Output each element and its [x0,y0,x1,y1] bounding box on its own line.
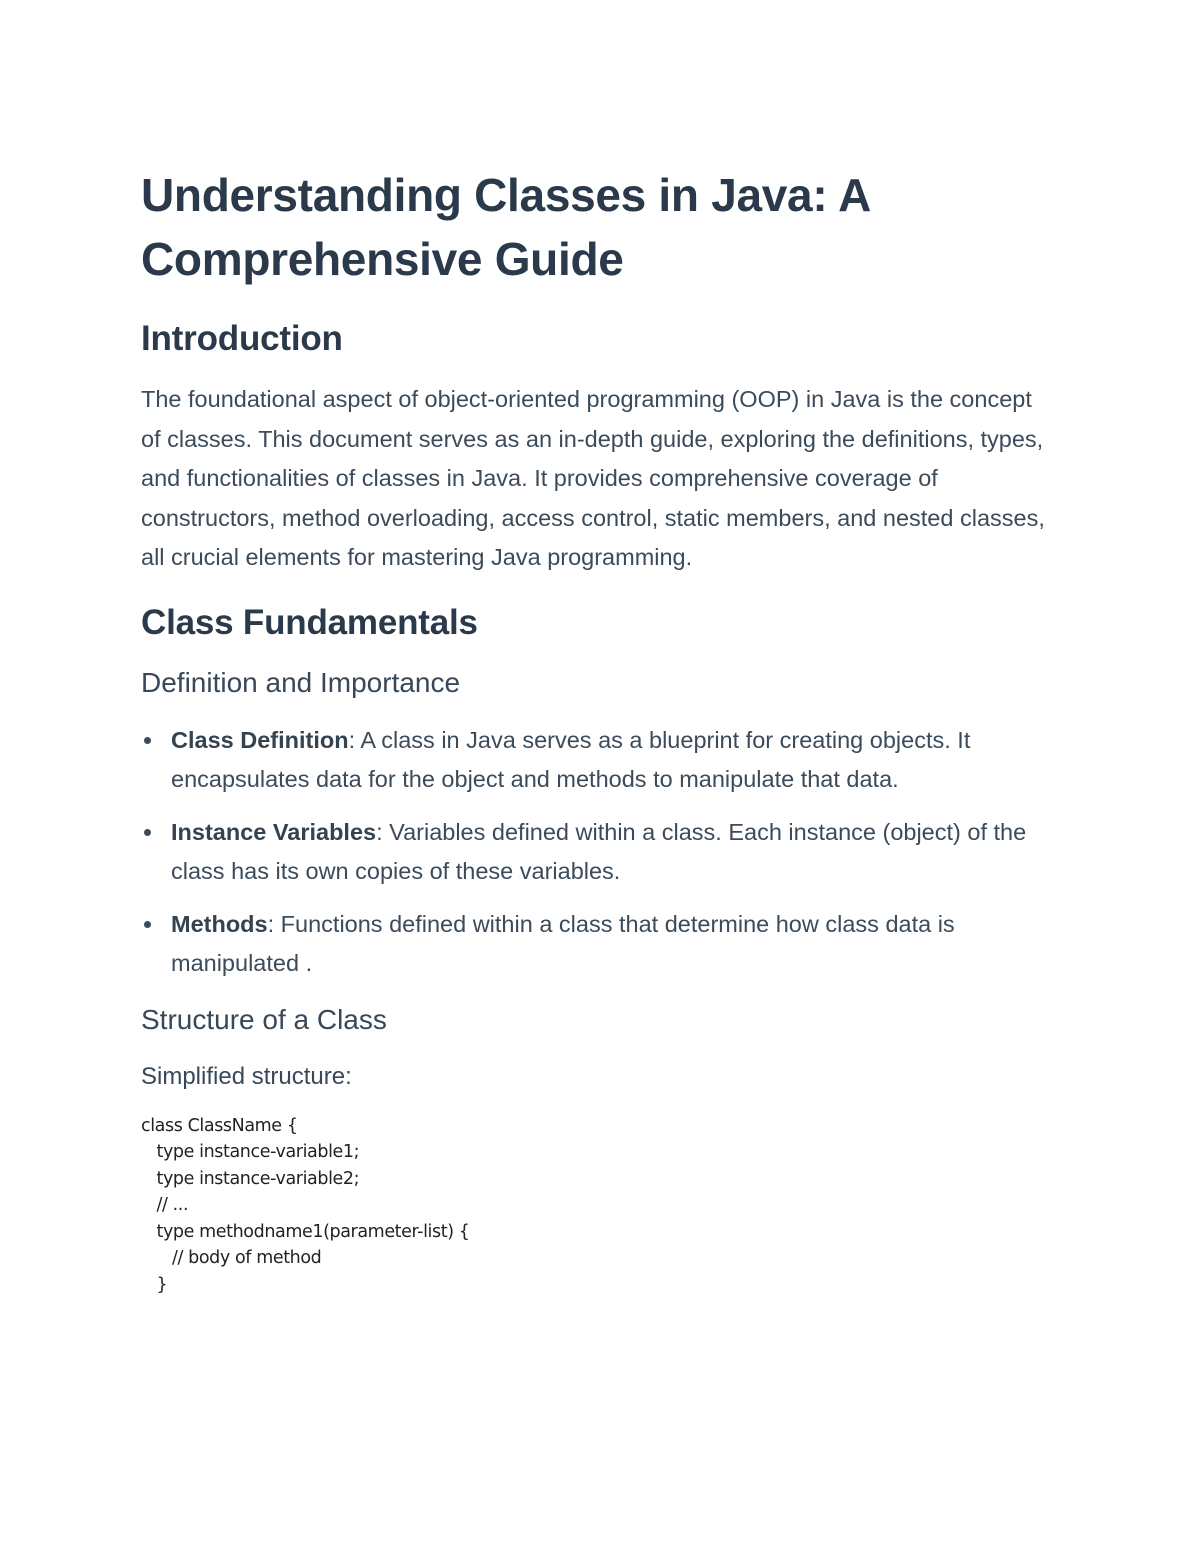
code-line: // body of method [141,1248,322,1268]
structure-of-class-heading: Structure of a Class [141,1003,387,1035]
bullet-term: Instance Variables [171,818,377,845]
bullet-instance-variables [141,813,1051,892]
definition-importance-heading: Definition and Importance [141,666,461,698]
code-block [141,1113,1051,1299]
introduction-paragraph: The foundational aspect of object-oriented programming (OOP) in Java is the concept of classes. This document serves as an in-depth guide, exploring the definitions, types, and functionalities of classes in Java. It provides comprehensive coverage of constructors, method overloading, access control, static members, and nested classes, all crucial elements for mastering Java programming. [141,386,1045,570]
bullet-dot [144,737,151,744]
bullet-term: Class Definition [171,726,349,753]
definition-bullet-list [141,721,1051,984]
code-line: class ClassName { [141,1115,298,1136]
bullet-text: : A class in Java serves as a blueprint for creating objects. It encapsulates data for the object and methods to manipulate that data. [171,726,971,792]
bullet-dot [144,921,151,928]
bullet-methods [141,905,1051,984]
code-line: } [141,1274,168,1295]
title-line-1: Understanding Classes in Java: A [141,169,872,221]
document-page [141,163,1051,1298]
code-line: type instance-variable1; [141,1142,360,1162]
document-title [141,163,1051,291]
code-line: type methodname1(parameter-list) { [141,1221,470,1242]
simplified-structure-heading: Simplified structure: [141,1062,352,1090]
bullet-text: : Functions defined within a class that determine how class data is manipulated . [171,910,955,976]
code-line: // ... [141,1195,189,1215]
bullet-term: Methods [171,910,268,937]
introduction-heading: Introduction [141,319,343,358]
bullet-class-definition [141,721,1051,800]
bullet-dot [144,829,151,836]
code-line: type instance-variable2; [141,1168,360,1189]
title-line-2: Comprehensive Guide [141,233,624,285]
class-fundamentals-heading: Class Fundamentals [141,602,478,642]
bullet-text: : Variables defined within a class. Each instance (object) of the class has its own copies of these variables. [171,818,1027,884]
